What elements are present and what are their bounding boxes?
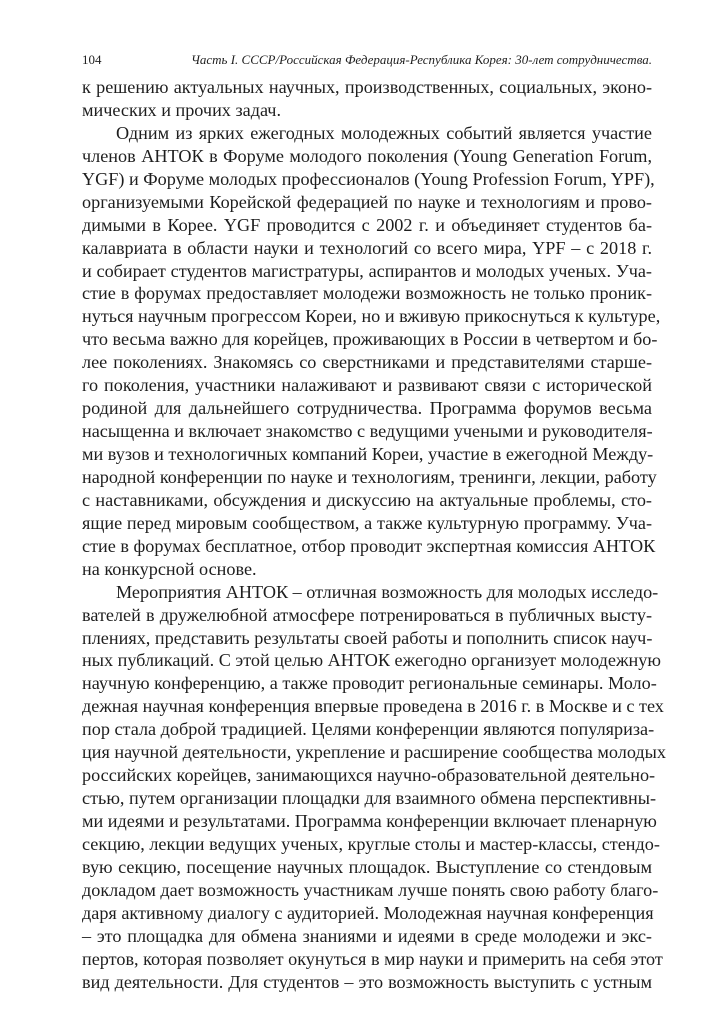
- text-line: дежная научная конференция впервые проведена в 2016 г. в Москве и с тех: [82, 696, 664, 717]
- text-line: российских корейцев, занимающихся научно-образовательной деятельно-: [82, 765, 656, 786]
- text-line: секцию, лекции ведущих ученых, круглые столы и мастер-классы, стендо-: [82, 833, 660, 854]
- text-line: с наставниками, обсуждения и дискуссию на актуальные проблемы, сто-: [82, 489, 652, 510]
- text-line: го поколения, участники налаживают и развивают связи с исторической: [82, 375, 652, 396]
- text-line: народной конференции по науке и технологиям, тренинги, лекции, работу: [82, 466, 657, 487]
- text-line: ция научной деятельности, укрепление и расширение сообщества молодых: [82, 742, 666, 763]
- text-line: к решению актуальных научных, производственных, социальных, эконо-: [82, 77, 652, 97]
- paragraph: [82, 581, 666, 994]
- text-line: пертов, которая позволяет окунуться в мир науки и примерить на себя этот: [82, 948, 663, 969]
- text-line: насыщенна и включает знакомство с ведущими учеными и руководителя-: [82, 421, 653, 442]
- text-line: стью, путем организации площадки для взаимного обмена перспективны-: [82, 788, 656, 809]
- text-line: Одним из ярких ежегодных молодежных событий является участие: [116, 122, 652, 143]
- text-line: нуться научным прогрессом Кореи, но и вживую прикоснуться к культуре,: [82, 306, 661, 327]
- text-line: калавриата в области науки и технологий со всего мира, YPF – с 2018 г.: [82, 237, 652, 258]
- text-line: Мероприятия АНТОК – отличная возможность для молодых исследо-: [116, 581, 659, 602]
- paragraph: [82, 122, 661, 581]
- text-line: ми идеями и результатами. Программа конференции включает пленарную: [82, 811, 657, 831]
- text-line: – это площадка для обмена знаниями и идеями в среде молодежи и экс-: [82, 925, 652, 946]
- text-line: стие в форумах предоставляет молодежи возможность не только проник-: [82, 283, 652, 304]
- paragraph: [82, 76, 652, 122]
- text-line: на конкурсной основе.: [82, 558, 257, 579]
- text-line: пор стала доброй традицией. Целями конференции являются популяриза-: [82, 719, 655, 740]
- text-line: организуемыми Корейской федерацией по науке и технологиям и прово-: [82, 191, 652, 212]
- text-line: стие в форумах бесплатное, отбор проводит экспертная комиссия АНТОК: [82, 535, 656, 556]
- text-line: вид деятельности. Для студентов – это возможность выступить с устным: [82, 971, 652, 992]
- text-line: плениях, представить результаты своей работы и пополнить список науч-: [82, 627, 653, 648]
- text-line: научную конференцию, а также проводит региональные семинары. Моло-: [82, 673, 657, 694]
- text-line: докладом дает возможность участникам лучше понять свою работу благо-: [82, 879, 659, 900]
- text-line: вателей в дружелюбной атмосфере потренироваться в публичных высту-: [82, 604, 652, 625]
- text-line: ми вузов и технологичных компаний Кореи, участие в ежегодной Между-: [82, 444, 654, 464]
- running-header: [82, 52, 652, 70]
- text-line: даря активному диалогу с аудиторией. Молодежная научная конференция: [82, 902, 654, 923]
- text-line: членов АНТОК в Форуме молодого поколения (Young Generation Forum,: [82, 145, 652, 166]
- text-line: мических и прочих задач.: [82, 99, 281, 120]
- text-line: лее поколениях. Знакомясь со сверстниками и представителями старше-: [82, 352, 652, 373]
- text-line: вую секцию, посещение научных площадок. Выступление со стендовым: [82, 856, 652, 877]
- text-line: родиной для дальнейшего сотрудничества. Программа форумов весьма: [82, 398, 652, 419]
- text-line: ящие перед мировым сообществом, а также культурную программу. Уча-: [82, 512, 652, 533]
- text-line: ных публикаций. С этой целью АНТОК ежегодно организует молодежную: [82, 650, 661, 671]
- body-text: [82, 76, 666, 994]
- text-line: что весьма важно для корейцев, проживающих в России в четвертом и бо-: [82, 329, 658, 350]
- text-line: и собирает студентов магистратуры, аспирантов и молодых ученых. Уча-: [82, 260, 652, 281]
- page-number: 104: [82, 52, 102, 67]
- text-line: YGF) и Форуме молодых профессионалов (Young Profession Forum, YPF),: [82, 168, 655, 189]
- running-title: Часть I. СССР/Российская Федерация-Республика Корея: 30-лет сотрудничества.: [190, 52, 652, 67]
- text-line: димыми в Корее. YGF проводится с 2002 г. и объединяет студентов ба-: [82, 214, 652, 235]
